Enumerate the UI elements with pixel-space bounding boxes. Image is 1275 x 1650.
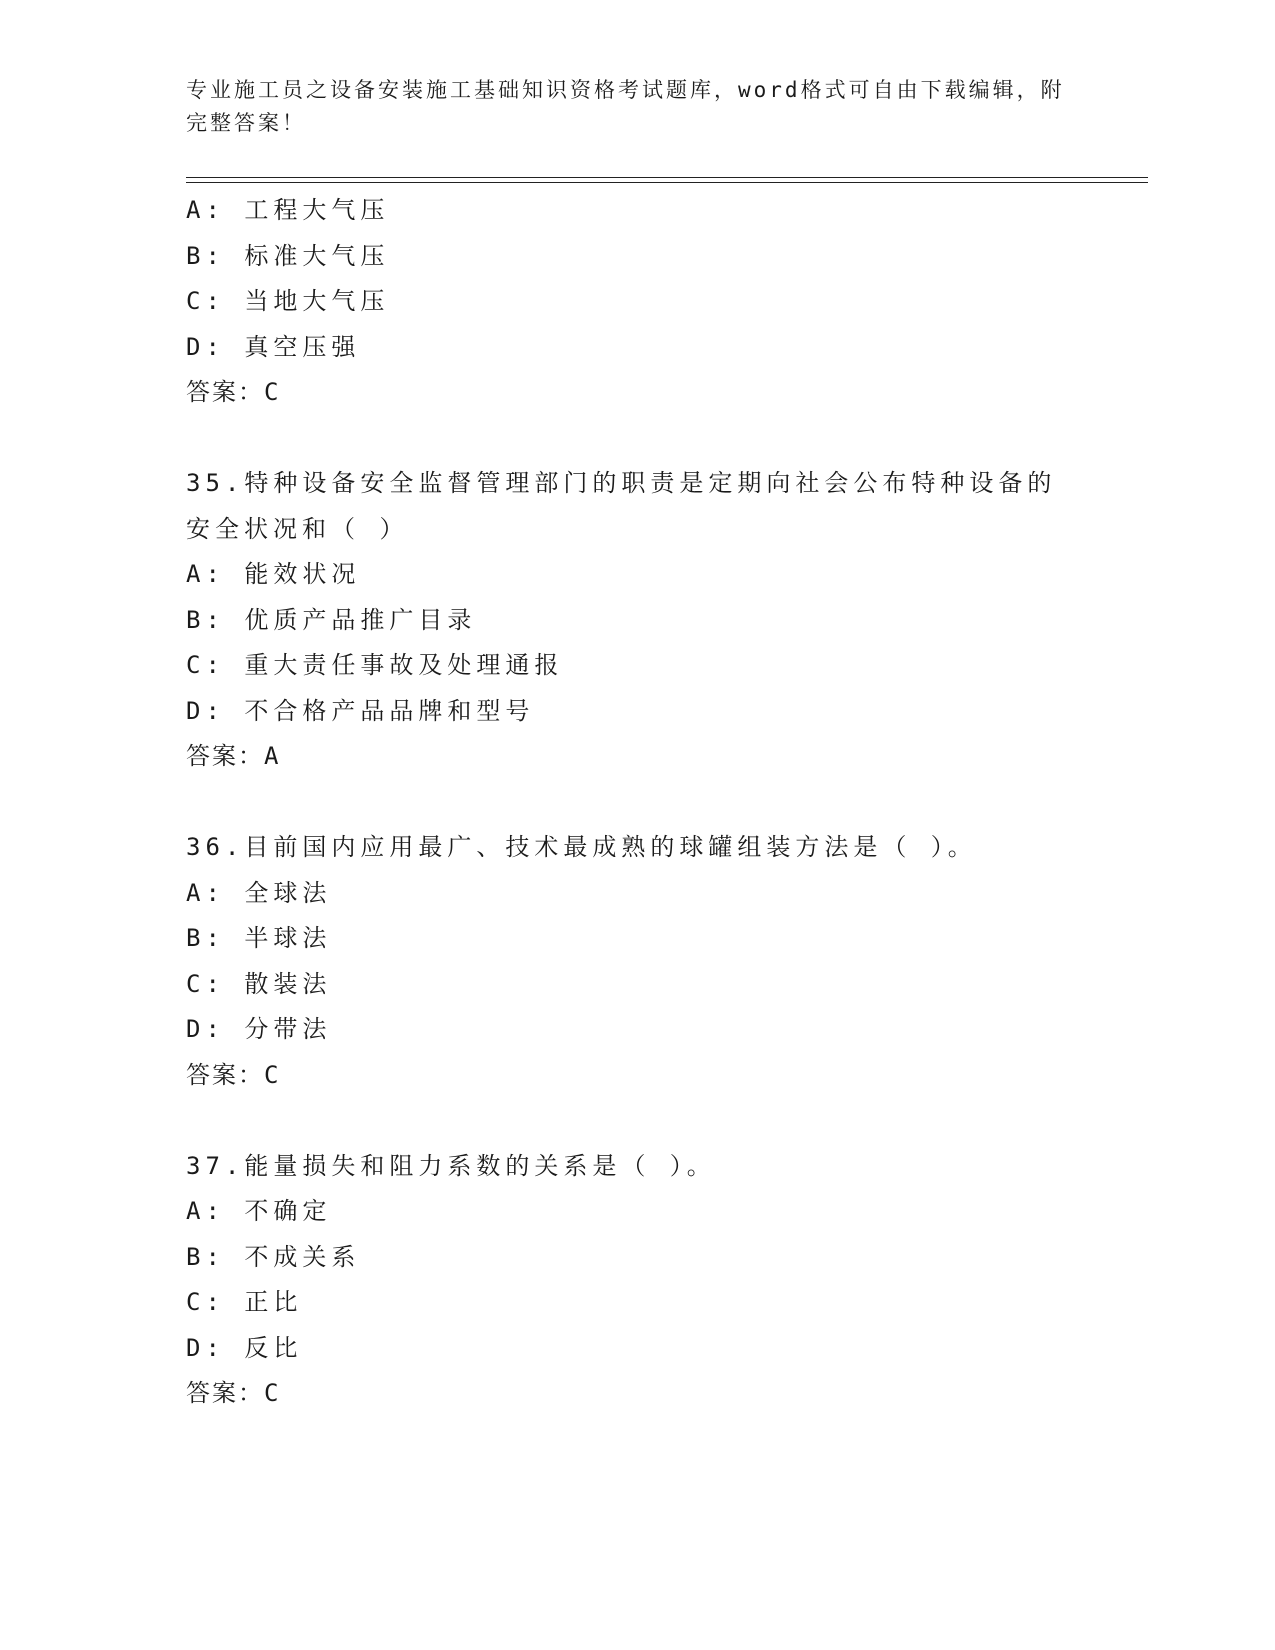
option-c: C: 正比 [186, 1288, 303, 1316]
option-a: A: 全球法 [186, 878, 332, 907]
option-a: A: 不确定 [186, 1197, 332, 1225]
question-list [186, 188, 1086, 1417]
option-d: D: 真空压强 [186, 332, 361, 361]
answer-line: 答案：C [186, 1060, 284, 1089]
answer-line: 答案：C [186, 378, 284, 406]
option-b: B: 优质产品推广目录 [186, 605, 477, 634]
spacer [186, 1098, 1086, 1144]
option-c: C: 当地大气压 [186, 287, 390, 315]
question-36 [186, 825, 1086, 1098]
question-text: 37.能量损失和阻力系数的关系是（ ）。 [186, 1151, 716, 1180]
header-divider-top [186, 177, 1148, 178]
question-35 [186, 461, 1086, 780]
option-d: D: 不合格产品品牌和型号 [186, 696, 535, 725]
option-d: D: 分带法 [186, 1015, 332, 1043]
question-34-continued [186, 188, 1086, 416]
option-b: B: 不成关系 [186, 1242, 361, 1271]
option-a: A: 工程大气压 [186, 196, 390, 224]
option-b: B: 标准大气压 [186, 241, 390, 270]
document-header: 专业施工员之设备安装施工基础知识资格考试题库，word格式可自由下载编辑，附完整答案！ [186, 78, 1065, 135]
header-divider-bottom [186, 182, 1148, 183]
spacer [186, 416, 1086, 462]
option-c: C: 重大责任事故及处理通报 [186, 651, 564, 679]
spacer [186, 780, 1086, 826]
question-37 [186, 1144, 1086, 1417]
option-a: A: 能效状况 [186, 560, 361, 588]
question-text: 35.特种设备安全监督管理部门的职责是定期向社会公布特种设备的安全状况和（ ） [186, 469, 1057, 543]
option-d: D: 反比 [186, 1333, 303, 1362]
option-b: B: 半球法 [186, 924, 332, 952]
option-c: C: 散装法 [186, 969, 332, 998]
question-text: 36.目前国内应用最广、技术最成熟的球罐组装方法是（ ）。 [186, 833, 977, 861]
answer-line: 答案：C [186, 1379, 284, 1407]
answer-line: 答案：A [186, 742, 284, 770]
